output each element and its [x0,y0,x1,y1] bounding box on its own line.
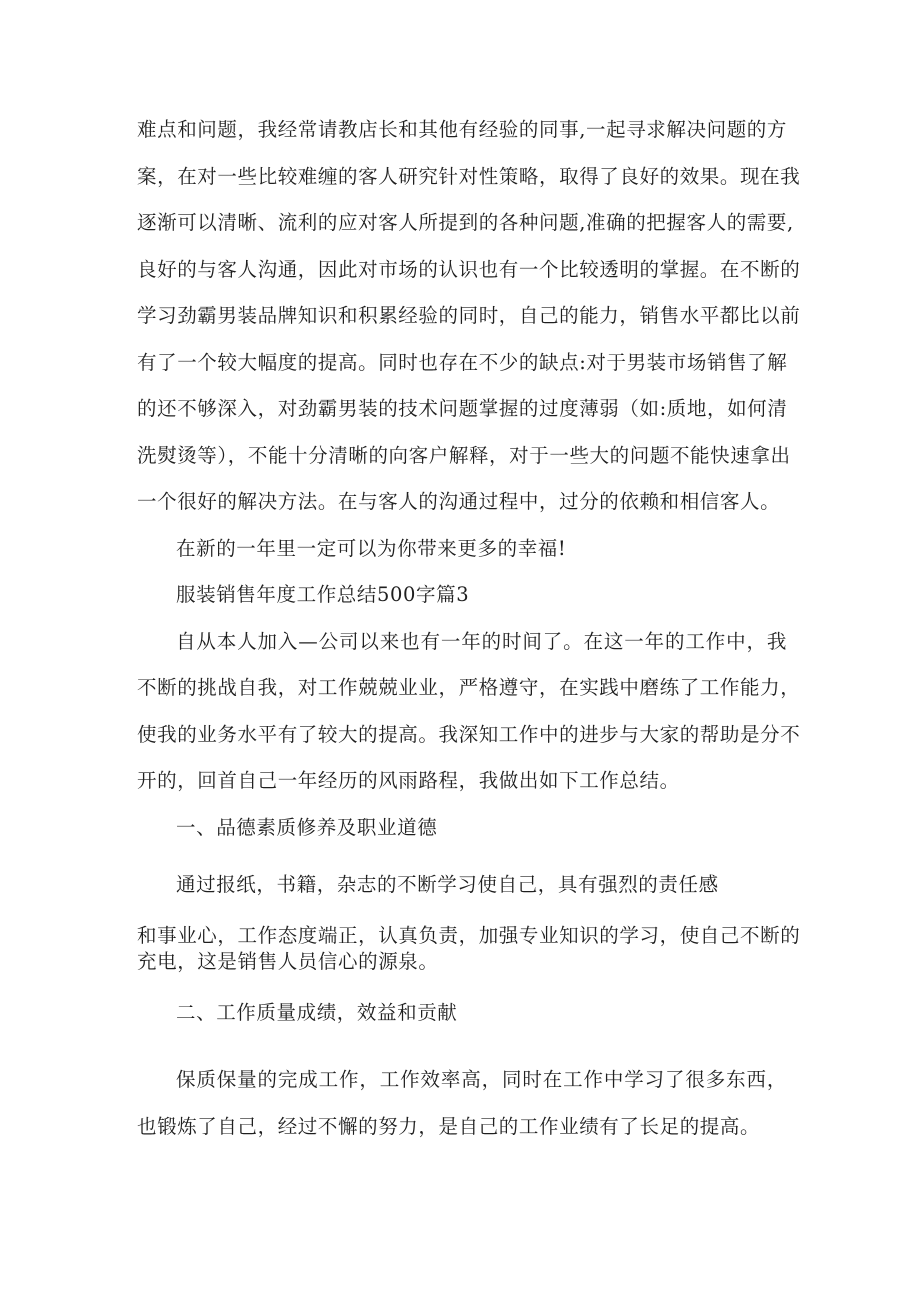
paragraph-line: 自从本人加入—公司以来也有一年的时间了。在这一年的工作中，我 [176,630,787,653]
paragraph-line: 难点和问题，我经常请教店长和其他有经验的同事,一起寻求解决问题的方 [137,118,787,141]
section-title: 服装销售年度工作总结500字篇3 [176,583,470,606]
paragraph-line: 一个很好的解决方法。在与客人的沟通过程中，过分的依赖和相信客人。 [137,490,781,513]
paragraph-line: 不断的挑战自我，对工作兢兢业业，严格遵守，在实践中磨练了工作能力， [137,676,801,699]
paragraph-line: 洗熨烫等），不能十分清晰的向客户解释，对于一些大的问题不能快速拿出 [137,444,791,467]
paragraph-line: 也锻炼了自己，经过不懈的努力，是自己的工作业绩有了长足的提高。 [137,1115,761,1138]
paragraph-line: 的还不够深入，对劲霸男装的技术问题掌握的过度薄弱（如:质地，如何清 [137,397,788,420]
paragraph-line: 学习劲霸男装品牌知识和积累经验的同时，自己的能力，销售水平都比以前 [137,304,801,327]
heading-2: 二、工作质量成绩，效益和贡献 [176,1001,458,1024]
paragraph-line: 保质保量的完成工作，工作效率高，同时在工作中学习了很多东西， [176,1068,787,1091]
closing-line: 在新的一年里一定可以为你带来更多的幸福! [176,537,567,560]
paragraph-line: 有了一个较大幅度的提高。同时也存在不少的缺点:对于男装市场销售了解 [137,351,788,374]
paragraph-line: 和事业心，工作态度端正，认真负责，加强专业知识的学习，使自己不断的 [137,924,801,947]
paragraph-line: 通过报纸，书籍，杂志的不断学习使自己，具有强烈的责任感 [176,873,719,896]
paragraph-line: 逐渐可以清晰、流利的应对客人所提到的各种问题,准确的把握客人的需要, [137,211,794,234]
heading-1: 一、品德素质修养及职业道德 [176,816,438,839]
paragraph-line: 使我的业务水平有了较大的提高。我深知工作中的进步与大家的帮助是分不 [137,723,801,746]
paragraph-line: 案，在对一些比较难缠的客人研究针对性策略，取得了良好的效果。现在我 [137,165,801,188]
paragraph-line: 开的，回首自己一年经历的风雨路程，我做出如下工作总结。 [137,769,680,792]
paragraph-line: 良好的与客人沟通，因此对市场的认识也有一个比较透明的掌握。在不断的 [137,258,801,281]
paragraph-line: 充电，这是销售人员信心的源泉。 [137,950,439,973]
